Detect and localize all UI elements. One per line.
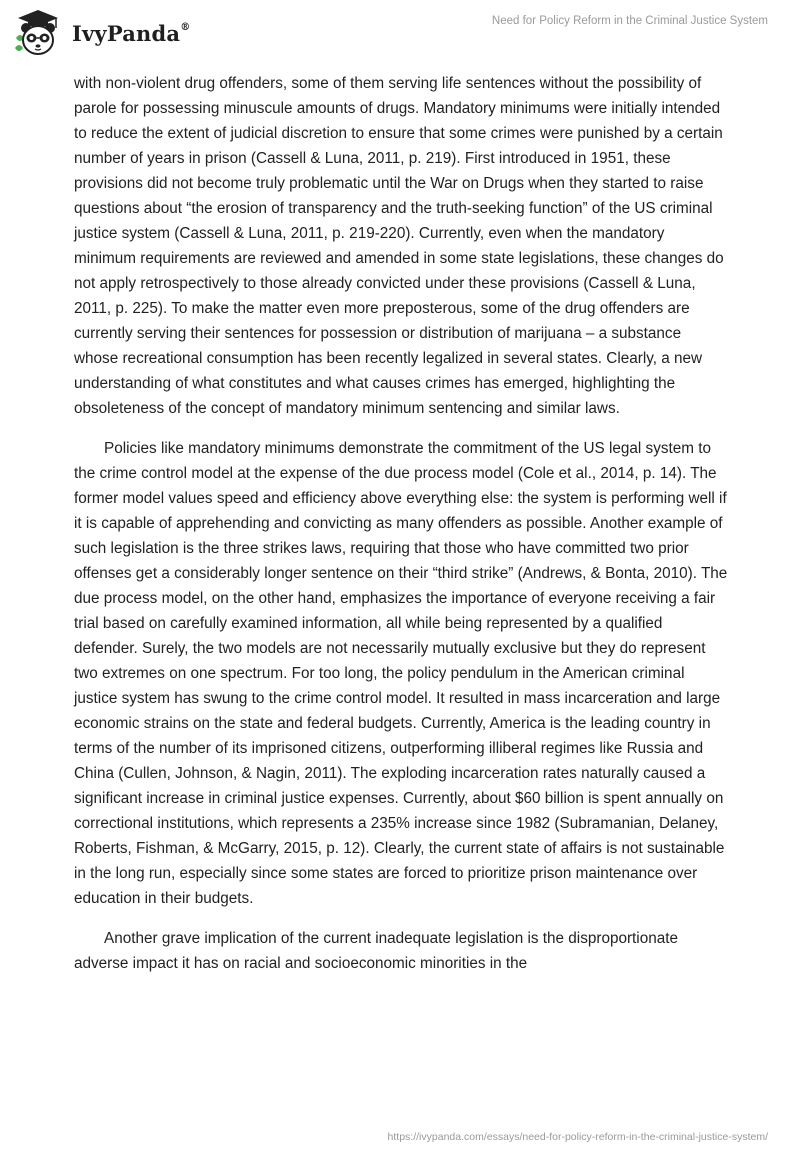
panda-graduate-icon <box>12 8 68 58</box>
paragraph: with non-violent drug offenders, some of them serving life sentences without the possibility of parole for possessing minuscule amounts of drugs. Mandatory minimums were initially intended to reduce the extent of judicial discretion to ensure that some crimes were punished by a certain number of years in prison (Cassell & Luna, 2011, p. 219). First introduced in 1951, these provisions did not become truly problematic until the War on Drugs when they started to raise questions about “the erosion of transparency and the truth-seeking function” of the US criminal justice system (Cassell & Luna, 2011, p. 219-220). Currently, even when the mandatory minimum requirements are reviewed and amended in some state legislations, these changes do not apply retrospectively to those already convicted under these provisions (Cassell & Luna, 2011, p. 225). To make the matter even more preposterous, some of the drug offenders are currently serving their sentences for possession or distribution of marijuana – a substance whose recreational consumption has been recently legalized in several states. Clearly, a new understanding of what constitutes and what causes crimes has emerged, highlighting the obsoleteness of the concept of mandatory minimum sentencing and similar laws. <box>74 75 724 417</box>
brand-logo[interactable] <box>12 8 190 58</box>
paragraph: Policies like mandatory minimums demonstrate the commitment of the US legal system to the crime control model at the expense of the due process model (Cole et al., 2014, p. 14). The former model values speed and efficiency above everything else: the system is performing well if it is capable of apprehending and convicting as many offenders as possible. Another example of such legislation is the three strikes laws, requiring that those who have committed two prior offenses get a considerably longer sentence on their “third strike” (Andrews, & Bonta, 2010). The due process model, on the other hand, emphasizes the importance of everyone receiving a fair trial based on carefully examined information, all while being represented by a qualified defender. Surely, the two models are not necessarily mutually exclusive but they do represent two extremes on one spectrum. For too long, the policy pendulum in the American criminal justice system has swung to the crime control model. It resulted in mass incarceration and large economic strains on the state and federal budgets. Currently, America is the leading country in terms of the number of its imprisoned citizens, outperforming illiberal regimes like Russia and China (Cullen, Johnson, & Nagin, 2011). The exploding incarceration rates naturally caused a significant increase in criminal justice expenses. Currently, about $60 billion is spent annually on correctional institutions, which represents a 235% increase since 1982 (Subramanian, Delaney, Roberts, Fishman, & McGarry, 2015, p. 12). Clearly, the current state of affairs is not sustainable in the long run, especially since some states are forced to prioritize prison maintenance over education in their budgets. <box>74 440 728 907</box>
footer-url[interactable]: https://ivypanda.com/essays/need-for-policy-reform-in-the-criminal-justice-system/ <box>387 1131 768 1143</box>
brand-name: IvyPanda® <box>72 20 191 46</box>
essay-body <box>74 71 729 991</box>
document-title: Need for Policy Reform in the Criminal Justice System <box>491 15 768 27</box>
page-header <box>0 0 800 70</box>
paragraph: Another grave implication of the current inadequate legislation is the disproportionate adverse impact it has on racial and socioeconomic minorities in the <box>74 930 678 972</box>
